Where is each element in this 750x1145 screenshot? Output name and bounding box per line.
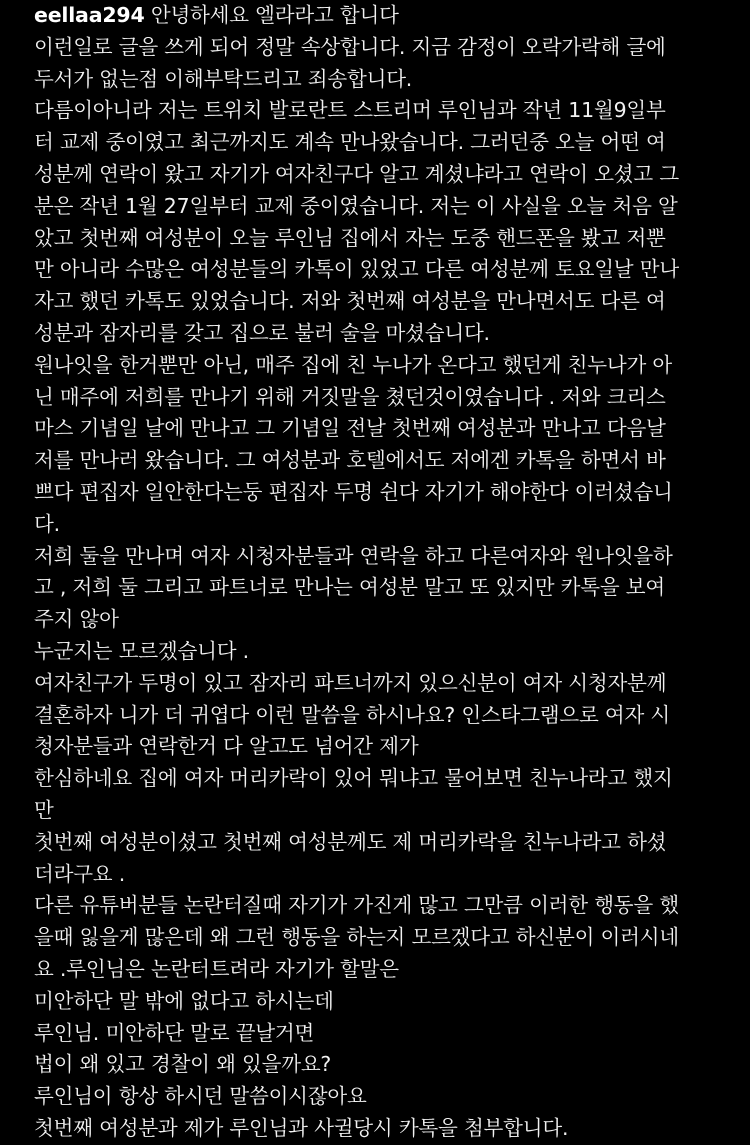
caption-line: 자고 했던 카톡도 있었습니다. 저와 첫번째 여성분을 만나면서도 다른 여 xyxy=(34,289,666,314)
caption-line: 을때 잃을게 많은데 왜 그런 행동을 하는지 모르겠다고 하신분이 이러시네 xyxy=(34,925,679,950)
caption-line: 첫번째 여성분이셨고 첫번째 여성분께도 제 머리카락을 친누나라고 하셨 xyxy=(34,829,667,854)
caption-line: 여자친구가 두명이 있고 잠자리 파트너까지 있으신분이 여자 시청자분께 xyxy=(34,670,667,695)
caption-line: 다. xyxy=(34,511,60,536)
caption-greeting: 안녕하세요 엘라라고 합니다 xyxy=(144,3,399,27)
caption-first-line xyxy=(34,0,724,32)
caption-line: 쁘다 편집자 일안한다는둥 편집자 두명 쉰다 자기가 해야한다 이러셨습니 xyxy=(34,479,673,504)
username-link[interactable]: eellaa294 xyxy=(34,3,145,27)
caption-line: 한심하네요 집에 여자 머리카락이 있어 뭐냐고 물어보면 친누나라고 했지 xyxy=(34,766,673,791)
caption-line: 고 , 저희 둘 그리고 파트너로 만나는 여성분 말고 또 있지만 카톡을 보여 xyxy=(34,575,665,600)
caption-line: 성분께 연락이 왔고 자기가 여자친구다 알고 계셨냐라고 연락이 오셨고 그 xyxy=(34,161,679,186)
caption-line: 분은 작년 1월 27일부터 교제 중이였습니다. 저는 이 사실을 오늘 처음 알 xyxy=(34,193,678,218)
caption-line: 누군지는 모르겠습니다 . xyxy=(34,638,249,663)
caption-line: 터 교제 중이였고 최근까지도 계속 만나왔습니다. 그러던중 오늘 어떤 여 xyxy=(34,130,666,155)
caption-line: 저를 만나러 왔습니다. 그 여성분과 호텔에서도 저에겐 카톡을 하면서 바 xyxy=(34,448,666,473)
caption-line: 주지 않아 xyxy=(34,607,119,632)
caption-line: 미안하단 말 밖에 없다고 하시는데 xyxy=(34,988,334,1013)
caption-line: 두서가 없는점 이해부탁드리고 죄송합니다. xyxy=(34,66,413,91)
caption-line: 청자분들과 연락한거 다 알고도 넘어간 제가 xyxy=(34,734,419,759)
caption-line: 원나잇을 한거뿐만 아닌, 매주 집에 친 누나가 온다고 했던게 친누나가 아 xyxy=(34,352,672,377)
caption-line: 마스 기념일 날에 만나고 그 기념일 전날 첫번째 여성분과 만나고 다음날 xyxy=(34,416,666,441)
caption-line: 루인님. 미안하단 말로 끝날거면 xyxy=(34,1020,315,1045)
caption-line: 다름이아니라 저는 트위치 발로란트 스트리머 루인님과 작년 11월9일부 xyxy=(34,98,666,123)
caption-line: 았고 첫번째 여성분이 오늘 루인님 집에서 자는 도중 핸드폰을 봤고 저뿐 xyxy=(34,225,666,250)
caption-line: 만 xyxy=(34,797,54,822)
post-caption xyxy=(34,0,724,1145)
caption-line: 성분과 잠자리를 갖고 집으로 불러 술을 마셨습니다. xyxy=(34,320,490,345)
caption-line: 이런일로 글을 쓰게 되어 정말 속상합니다. 지금 감정이 오락가락해 글에 xyxy=(34,34,666,59)
caption-line: 다른 유튜버분들 논란터질때 자기가 가진게 많고 그만큼 이러한 행동을 했 xyxy=(34,893,679,918)
caption-line: 법이 왜 있고 경찰이 왜 있을까요? xyxy=(34,1052,332,1077)
caption-line: 요 .루인님은 논란터트려라 자기가 할말은 xyxy=(34,956,399,981)
caption-line: 루인님이 항상 하시던 말씀이시잖아요 xyxy=(34,1084,367,1109)
caption-line: 닌 매주에 저희를 만나기 위해 거짓말을 쳤던것이였습니다 . 저와 크리스 xyxy=(34,384,666,409)
caption-line: 저희 둘을 만나며 여자 시청자분들과 연락을 하고 다른여자와 원나잇을하 xyxy=(34,543,673,568)
caption-line: 더라구요 . xyxy=(34,861,126,886)
caption-line: 만 아니라 수많은 여성분들의 카톡이 있었고 다른 여성분께 토요일날 만나 xyxy=(34,257,679,282)
caption-line: 첫번째 여성분과 제가 루인님과 사귈당시 카톡을 첨부합니다. xyxy=(34,1115,569,1140)
caption-line: 결혼하자 니가 더 귀엽다 이런 말씀을 하시나요? 인스타그램으로 여자 시 xyxy=(34,702,671,727)
